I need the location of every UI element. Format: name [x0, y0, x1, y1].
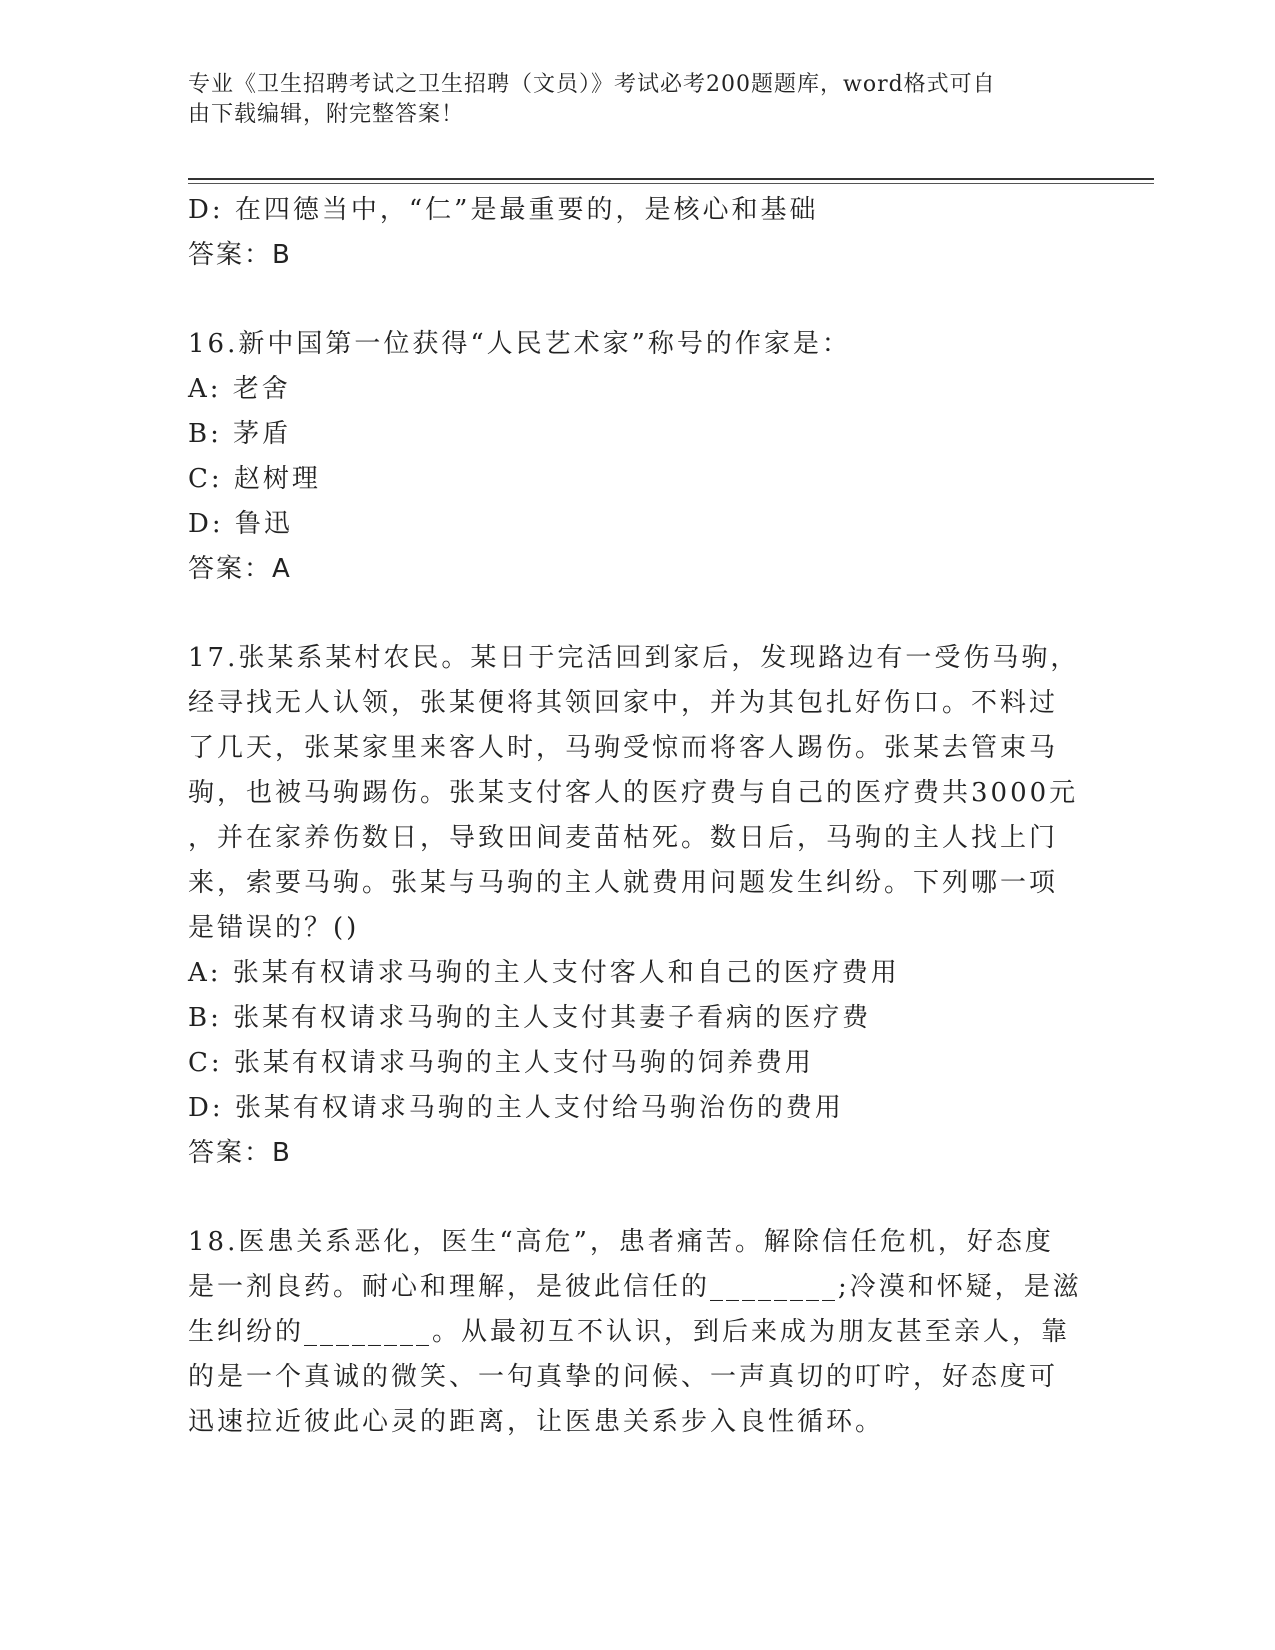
header-divider-thin [188, 183, 1154, 184]
question-text-line: 了几天，张某家里来客人时，马驹受惊而将客人踢伤。张某去管束马 [188, 733, 1059, 763]
question-text: 16.新中国第一位获得“人民艺术家”称号的作家是： [188, 329, 851, 359]
question-16 [188, 322, 1088, 592]
option-b: B: 张某有权请求马驹的主人支付其妻子看病的医疗费 [188, 1003, 872, 1033]
option-c: C: 张某有权请求马驹的主人支付马驹的饲养费用 [188, 1048, 814, 1078]
question-text-line: 迅速拉近彼此心灵的距离，让医患关系步入良性循环。 [188, 1407, 885, 1437]
option-d: D: 在四德当中，“仁”是最重要的，是核心和基础 [188, 195, 819, 225]
header-divider-thick [188, 178, 1154, 180]
spacer [188, 278, 1088, 322]
answer-label: 答案：B [188, 240, 292, 270]
question-text-line: 生纠纷的________。从最初互不认识，到后来成为朋友甚至亲人，靠 [188, 1317, 1071, 1347]
option-a: A: 张某有权请求马驹的主人支付客人和自己的医疗费用 [188, 958, 900, 988]
question-17 [188, 636, 1088, 1176]
spacer [188, 592, 1088, 636]
option-c: C: 赵树理 [188, 464, 321, 494]
option-d: D: 张某有权请求马驹的主人支付给马驹治伤的费用 [188, 1093, 844, 1123]
question-text-line: 是一剂良药。耐心和理解，是彼此信任的________;冷漠和怀疑，是滋 [188, 1272, 1082, 1302]
header-line-2: 由下载编辑，附完整答案！ [188, 102, 465, 127]
page-header [188, 70, 1068, 130]
header-line-1: 专业《卫生招聘考试之卫生招聘（文员）》考试必考200题题库，word格式可自 [188, 72, 996, 97]
question-text-line: 18.医患关系恶化，医生“高危”，患者痛苦。解除信任危机，好态度 [188, 1227, 1054, 1257]
answer-label: 答案：B [188, 1138, 292, 1168]
question-text-line: 17.张某系某村农民。某日于完活回到家后，发现路边有一受伤马驹， [188, 643, 1080, 673]
question-text-line: 驹，也被马驹踢伤。张某支付客人的医疗费与自己的医疗费共3000元 [188, 778, 1079, 808]
option-a: A: 老舍 [188, 374, 291, 404]
question-text-line: ，并在家养伤数日，导致田间麦苗枯死。数日后，马驹的主人找上门 [188, 823, 1059, 853]
previous-question-tail [188, 188, 1088, 278]
question-text-line: 的是一个真诚的微笑、一句真挚的问候、一声真切的叮咛，好态度可 [188, 1362, 1059, 1392]
option-b: B: 茅盾 [188, 419, 292, 449]
question-18 [188, 1220, 1088, 1445]
question-text-line: 来，索要马驹。张某与马驹的主人就费用问题发生纠纷。下列哪一项 [188, 868, 1059, 898]
answer-label: 答案：A [188, 554, 292, 584]
question-content [188, 188, 1088, 1445]
question-text-line: 是错误的？() [188, 913, 360, 943]
option-d: D: 鲁迅 [188, 509, 293, 539]
spacer [188, 1176, 1088, 1220]
question-text-line: 经寻找无人认领，张某便将其领回家中，并为其包扎好伤口。不料过 [188, 688, 1059, 718]
